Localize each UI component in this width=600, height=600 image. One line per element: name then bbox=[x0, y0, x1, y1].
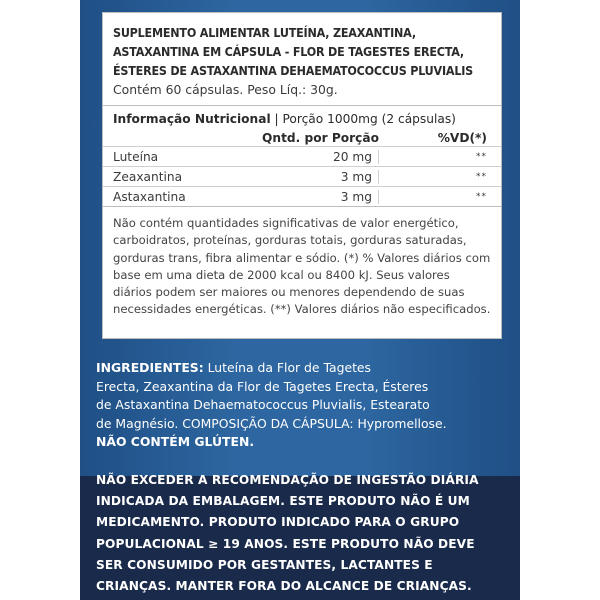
footnote-line: necessidades energéticas. (**) Valores diários não especificados. bbox=[113, 302, 491, 317]
header-qty: Qntd. por Porção bbox=[262, 130, 379, 145]
nutrition-footnote bbox=[103, 207, 501, 327]
nutrient-qty: 3 mg bbox=[221, 170, 379, 184]
nutrient-vd: ** bbox=[476, 191, 487, 202]
footnote-line: carboidratos, proteínas, gorduras totais, gorduras saturadas, bbox=[113, 233, 467, 248]
nutrient-vd: ** bbox=[476, 171, 487, 182]
nutrient-qty: 20 mg bbox=[221, 150, 379, 164]
product-title bbox=[113, 23, 491, 80]
footnote-line: gorduras trans, fibra alimentar e sódio. (*) % Valores diários com bbox=[113, 250, 491, 265]
nutrition-table-header bbox=[103, 129, 501, 147]
ingredients-section bbox=[96, 359, 510, 452]
ingredients-first-line bbox=[96, 359, 510, 378]
warning-line: CRIANÇAS. MANTER FORA DO ALCANCE DE CRIANÇAS. bbox=[96, 579, 472, 594]
warning-section bbox=[96, 470, 510, 597]
footnote-line: Não contém quantidades significativas de valor energético, bbox=[113, 216, 459, 230]
gluten-notice: NÃO CONTÉM GLÚTEN. bbox=[96, 434, 255, 450]
warning-line: NÃO EXCEDER A RECOMENDAÇÃO DE INGESTÃO DIÁRIA bbox=[96, 473, 479, 487]
warning-line: MEDICAMENTO. PRODUTO INDICADO PARA O GRUPO bbox=[96, 515, 460, 530]
table-row bbox=[103, 147, 501, 167]
warning-line: SER CONSUMIDO POR GESTANTES, LACTANTES E bbox=[96, 557, 433, 572]
nutrient-name: Astaxantina bbox=[113, 189, 186, 204]
title-line: ÉSTERES DE ASTAXANTINA DEHAEMATOCOCCUS PLUVIALIS bbox=[113, 63, 474, 78]
nutrition-label-box bbox=[102, 12, 502, 339]
nutrition-heading bbox=[103, 106, 501, 129]
ingredients-line: de Magnésio. COMPOSIÇÃO DA CÁPSULA: Hypromellose. bbox=[96, 415, 447, 431]
nutrition-title: Informação Nutricional bbox=[113, 112, 271, 126]
footnote-line: diários podem ser maiores ou menores dependendo de suas bbox=[113, 285, 465, 300]
footnote-line: base em uma dieta de 2000 kcal ou 8400 kJ. Seus valores bbox=[113, 267, 450, 282]
title-line: ASTAXANTINA EM CÁPSULA - FLOR DE TAGESTES ERECTA, bbox=[113, 44, 464, 59]
nutrient-name: Zeaxantina bbox=[113, 169, 183, 184]
label-header bbox=[103, 13, 501, 106]
nutrient-vd: ** bbox=[476, 151, 487, 162]
warning-line: INDICADA DA EMBALAGEM. ESTE PRODUTO NÃO É UM bbox=[96, 494, 470, 509]
nutrient-qty: 3 mg bbox=[221, 190, 379, 204]
portion-size: | Porção 1000mg (2 cápsulas) bbox=[274, 112, 456, 126]
net-contents: Contém 60 cápsulas. Peso Líq.: 30g. bbox=[113, 82, 338, 97]
nutrient-name: Luteína bbox=[113, 149, 159, 164]
table-row bbox=[103, 187, 501, 207]
ingredients-line: de Astaxantina Dehaematococcus Pluvialis, Estearato bbox=[96, 397, 430, 413]
ingredients-label: INGREDIENTES: bbox=[96, 360, 204, 375]
ingredients-text: Luteína da Flor de Tagetes bbox=[203, 360, 372, 375]
title-line: SUPLEMENTO ALIMENTAR LUTEÍNA, ZEAXANTINA, bbox=[113, 25, 416, 40]
warning-line: POPULACIONAL ≥ 19 ANOS. ESTE PRODUTO NÃO DEVE bbox=[96, 536, 475, 551]
ingredients-line: Erecta, Zeaxantina da Flor de Tagetes Erecta, Ésteres bbox=[96, 378, 429, 394]
product-label-panel bbox=[80, 0, 520, 600]
header-vd: %VD(*) bbox=[437, 130, 487, 145]
table-row bbox=[103, 167, 501, 187]
